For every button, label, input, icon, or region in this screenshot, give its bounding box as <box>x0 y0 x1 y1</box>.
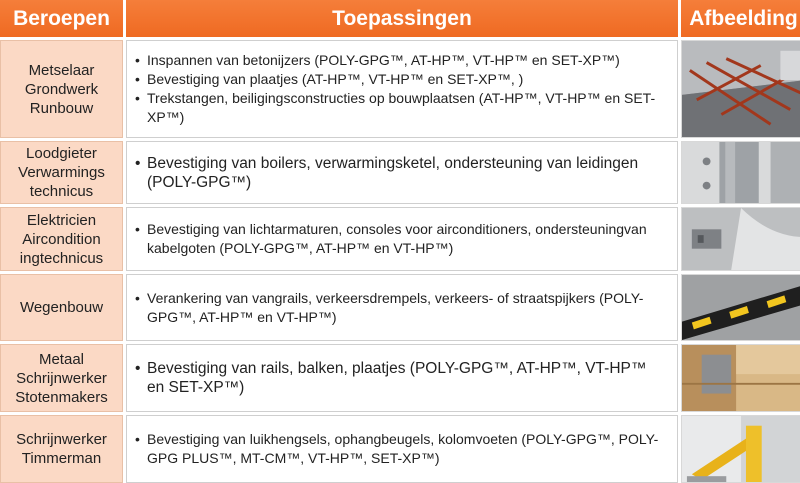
profession-line: Schrijnwerker <box>16 431 107 448</box>
profession-line: Grondwerk <box>24 80 99 98</box>
profession-line: Timmerman <box>21 450 102 467</box>
profession-cell <box>0 415 123 483</box>
applications-cell <box>126 415 678 483</box>
header-toepassingen: Toepassingen <box>126 0 678 37</box>
profession-line: technicus <box>29 183 94 200</box>
application-item: • Bevestiging van luikhengsels, ophangbeugels, kolomvoeten (POLY-GPG™, POLY-GPG PLUS™, MT-CM™, VT-HP™, SET-XP™) <box>147 430 667 468</box>
profession-cell <box>0 141 123 204</box>
application-item: • Bevestiging van rails, balken, plaatjes (POLY-GPG™, AT-HP™, VT-HP™ en SET-XP™) <box>147 359 667 397</box>
profession-line: Verwarmings <box>18 164 105 181</box>
boiler-pipe-image <box>681 141 800 204</box>
profession-line: Wegenbouw <box>19 299 104 316</box>
profession-cell <box>0 274 123 341</box>
profession-line: Aircondition <box>22 230 101 248</box>
applications-cell <box>126 274 678 341</box>
profession-line: Metaal <box>38 350 84 368</box>
applications-cell <box>126 344 678 412</box>
application-item: • Trekstangen, beiligingsconstructies op bouwplaatsen (AT-HP™, VT-HP™ en SET-XP™) <box>147 89 667 127</box>
application-item: • Bevestiging van plaatjes (AT-HP™, VT-HP™ en SET-XP™, ) <box>147 70 667 89</box>
application-item: • Inspannen van betonijzers (POLY-GPG™, AT-HP™, VT-HP™ en SET-XP™) <box>147 51 667 70</box>
profession-line: Stotenmakers <box>15 388 108 406</box>
applications-cell <box>126 141 678 204</box>
applications-cell <box>126 40 678 138</box>
application-item: • Bevestiging van boilers, verwarmingsketel, ondersteuning van leidingen (POLY-GPG™) <box>147 154 667 192</box>
steel-column-image <box>681 415 800 483</box>
header-afbeelding: Afbeelding <box>681 0 800 37</box>
header-beroepen: Beroepen <box>0 0 123 37</box>
profession-line: Loodgieter <box>26 145 97 162</box>
duct-bracket-image <box>681 207 800 271</box>
profession-cell <box>0 344 123 412</box>
profession-line: Metselaar <box>28 61 95 79</box>
profession-line: Schrijnwerker <box>16 369 107 387</box>
profession-line: Elektricien <box>26 211 97 229</box>
application-item: • Verankering van vangrails, verkeersdrempels, verkeers- of straatspijkers (POLY-GPG™, AT-HP™ en VT-HP™) <box>147 289 667 327</box>
application-item: • Bevestiging van lichtarmaturen, consoles voor airconditioners, ondersteuningvan kabelgoten (POLY-GPG™, AT-HP™ en VT-HP™) <box>147 220 667 258</box>
timber-beam-image <box>681 344 800 412</box>
profession-cell <box>0 40 123 138</box>
applications-cell <box>126 207 678 271</box>
profession-line: ingtechnicus <box>19 249 104 267</box>
profession-line: Runbouw <box>29 99 94 117</box>
profession-cell <box>0 207 123 271</box>
speed-bump-image <box>681 274 800 341</box>
rebar-concrete-image <box>681 40 800 138</box>
